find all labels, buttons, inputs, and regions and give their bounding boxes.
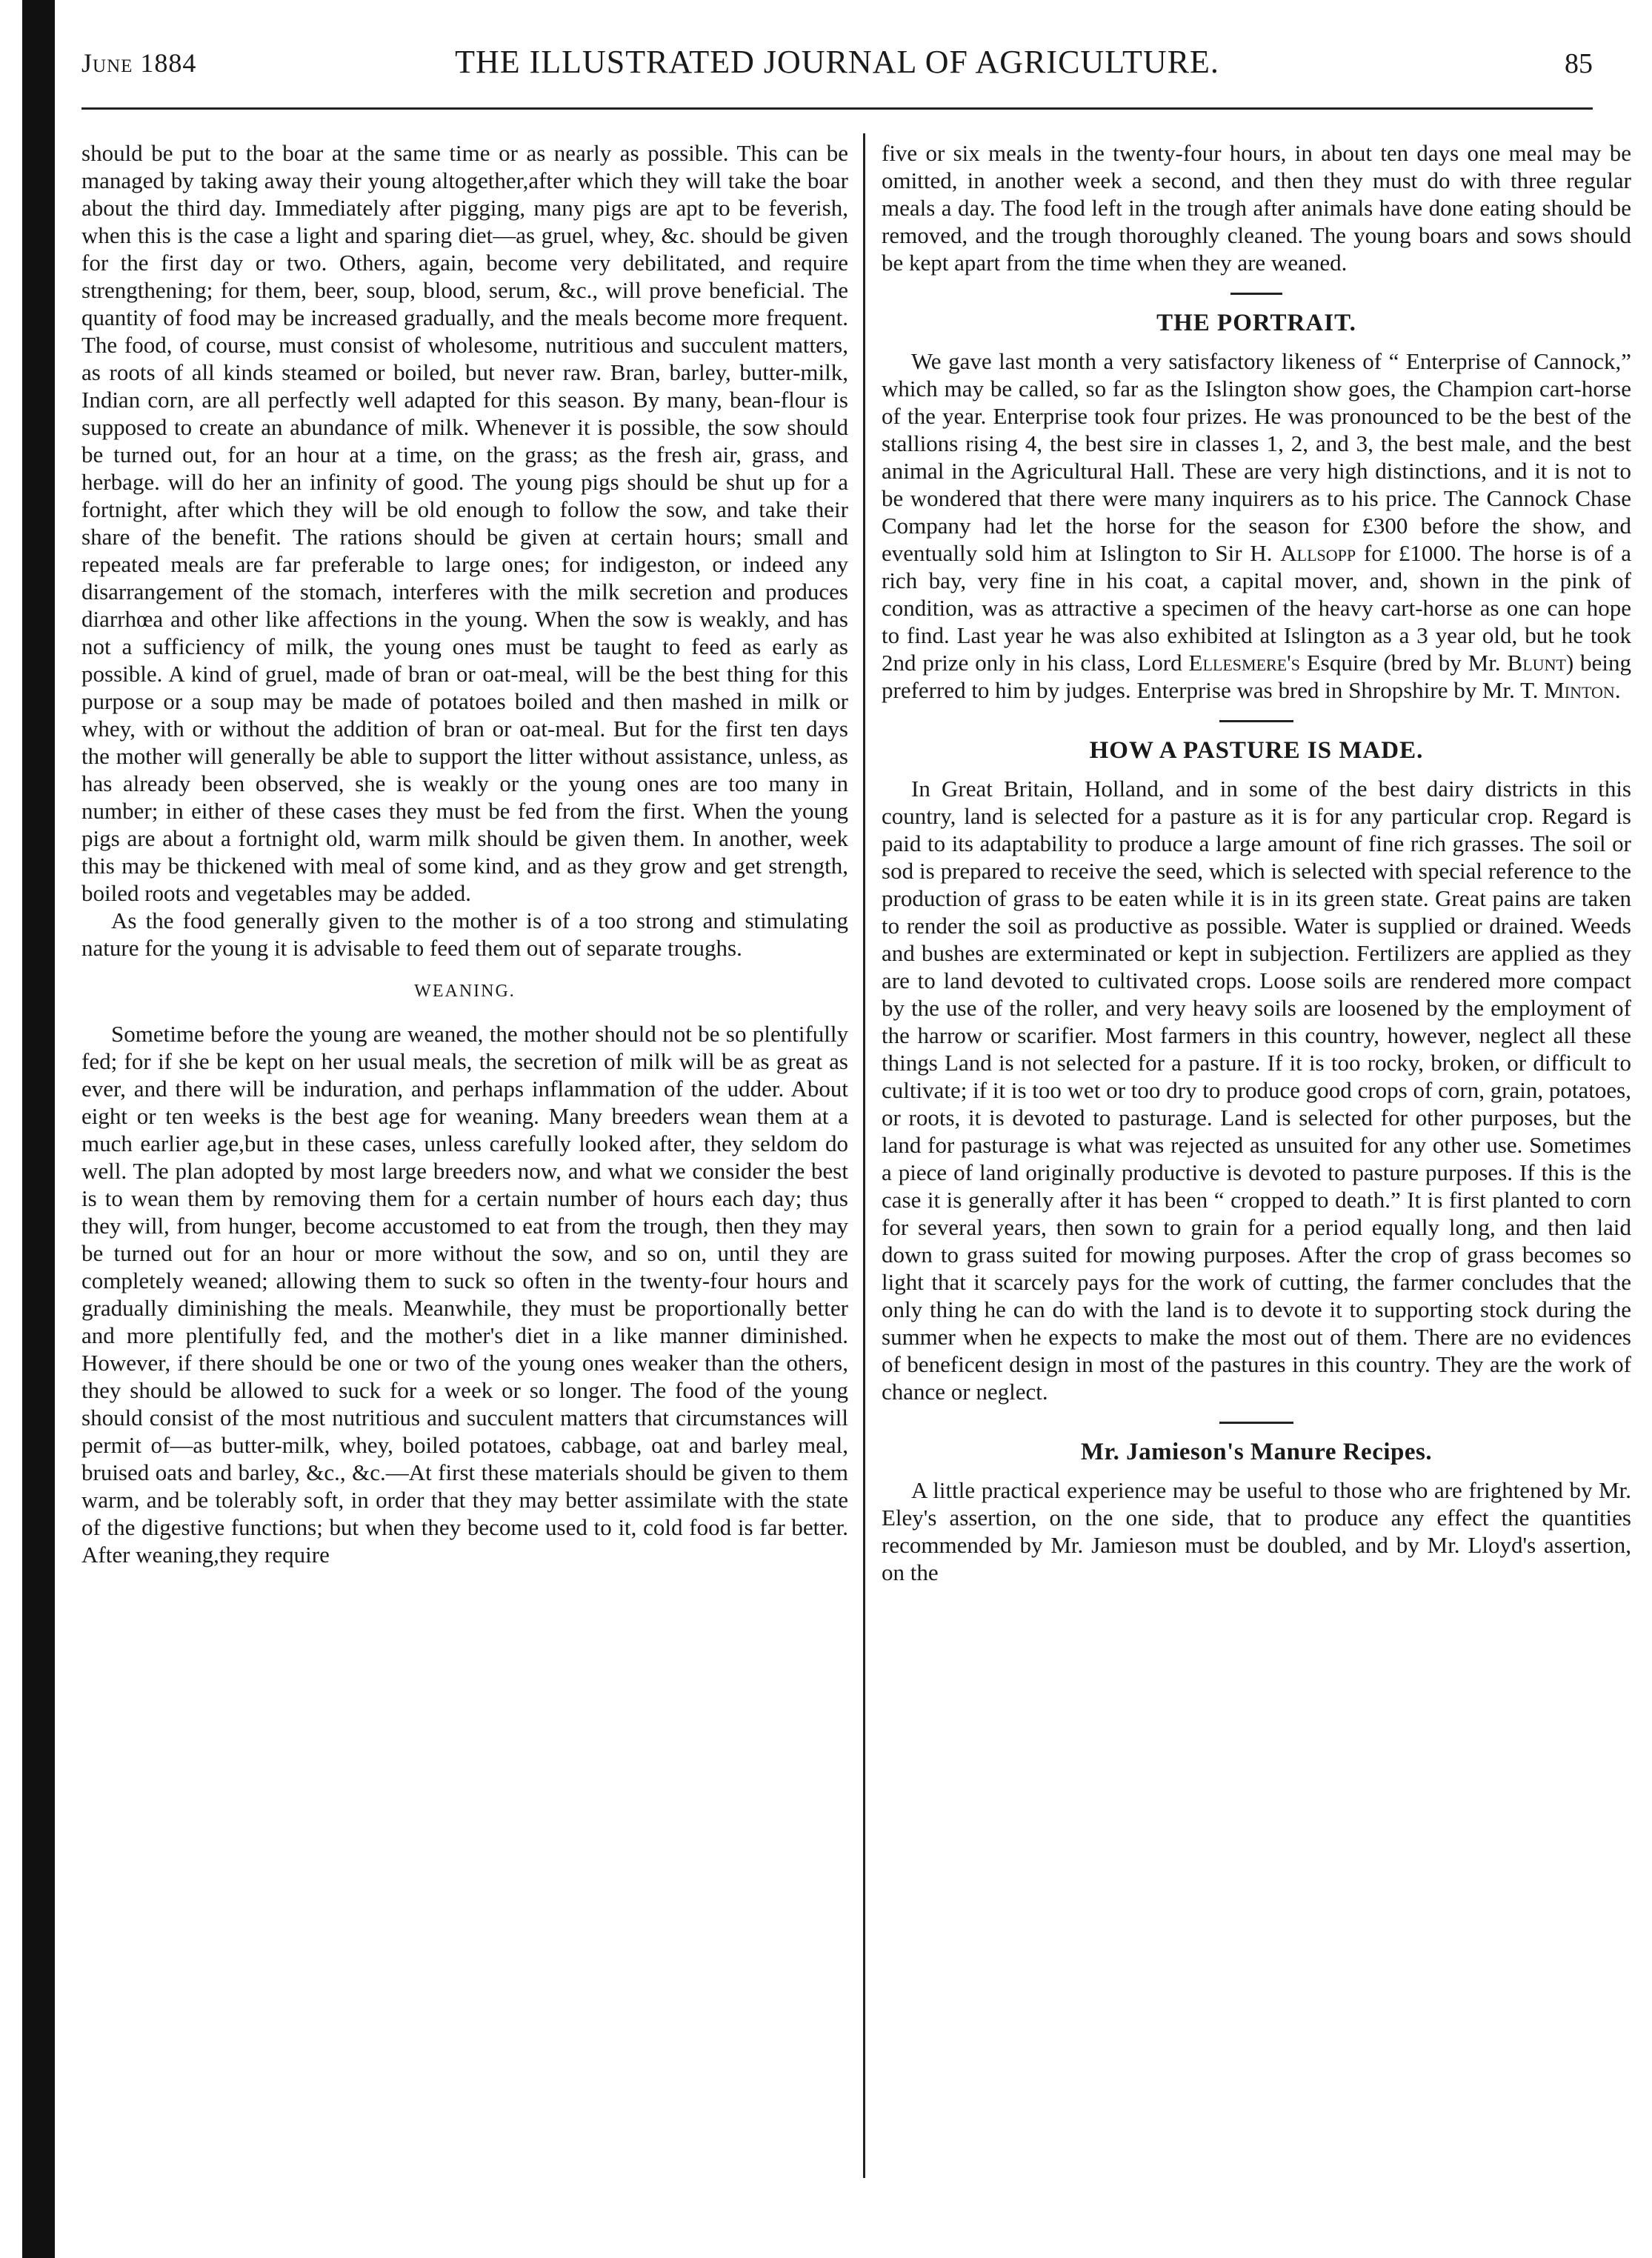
section-subheading-weaning: WEANING. — [414, 982, 516, 1001]
person-name: Blunt — [1507, 650, 1566, 676]
text-run: Esquire (bred by Mr. — [1306, 650, 1501, 676]
person-name: Minton — [1544, 677, 1615, 703]
page-number: 85 — [1565, 48, 1593, 79]
text-run: for £1000. The horse is of a rich bay, very fine in his coat, a capital mover, and, shown in the pink of condition, was as attractive a specimen of the heavy cart-horse as one can hope to find. Last year he was also exhibited at Islington as a 3 year old, but he took 2nd prize only in his class, Lord — [882, 540, 1632, 676]
text-run: ) being preferred to him by judges. Enterprise was bred in Shropshire by Mr. T. — [882, 650, 1632, 703]
section-heading-manure: Mr. Jamieson's Manure Recipes. — [1080, 1439, 1433, 1465]
body-paragraph: A little practical experience may be useful to those who are frightened by Mr. Eley's assertion, on the one side, that to produce any effect the quantities recommended by Mr. Jamieson must be doubled, and by Mr. Lloyd's assertion, on the — [882, 1477, 1631, 1585]
page-header — [81, 43, 1593, 95]
body-paragraph: As the food generally given to the mother is of a too strong and stimulating nature for the young it is advisable to feed them out of separate troughs. — [81, 907, 848, 961]
text-run: We gave last month a very satisfactory likeness of “ Enterprise of Cannock,” which may be called, so far as the Islington show goes, the Champion cart-horse of the year. Enterprise took four prizes. He was pronounced to be the best of the stallions rising 4, the best sire in classes 1, 2, and 3, the best male, and the best animal in the Agricultural Hall. These are very high distinctions, and it is not to be wondered that there were many inquirers as to his price. The Cannock Chase Company had let the horse for the season for £300 before the show, and eventually sold him at Islington to Sir H. — [882, 348, 1631, 566]
person-name: Ellesmere's — [1188, 650, 1300, 676]
section-heading-portrait: THE PORTRAIT. — [1156, 310, 1356, 336]
page-edge-bar — [22, 0, 55, 2258]
journal-title: THE ILLUSTRATED JOURNAL OF AGRICULTURE. — [455, 44, 1219, 80]
body-paragraph: five or six meals in the twenty-four hours, in about ten days one meal may be omitted, in another week a second, and then they must do with three regular meals a day. The food left in the trough after animals have done eating should be removed, and the trough thoroughly cleaned. The young boars and sows should be kept apart from the time when they are weaned. — [882, 140, 1631, 276]
section-separator — [1219, 720, 1293, 722]
body-paragraph — [882, 347, 1631, 704]
issue-date: June 1884 — [81, 48, 197, 78]
header-rule — [81, 107, 1593, 110]
section-separator — [1219, 1422, 1293, 1424]
person-name: Allsopp — [1280, 540, 1356, 566]
section-heading-pasture: HOW A PASTURE IS MADE. — [1089, 737, 1424, 764]
body-paragraph: Sometime before the young are weaned, the mother should not be so plentifully fed; for if she be kept on her usual meals, the secretion of milk will be as great as ever, and there will be induration, and perhaps inflammation of the udder. About eight or ten weeks is the best age for weaning. Many breeders wean them at a much earlier age,but in these cases, unless carefully looked after, they seldom do well. The plan adopted by most large breeders now, and what we consider the best is to wean them by removing them for a certain number of hours each day; thus they will, from hunger, become accustomed to eat from the trough, then they may be turned out for an hour or more without the sow, and so on, until they are completely weaned; allowing them to suck so often in the twenty-four hours and gradually diminishing the meals. Meanwhile, they must be proportionally better and more plentifully fed, and the mother's diet in a like manner diminished. However, if there should be one or two of the young ones weaker than the others, they should be allowed to suck for a week or so longer. The food of the young should consist of the most nutritious and succulent matters that circumstances will permit of—as butter-milk, whey, boiled potatoes, cabbage, oat and barley meal, bruised oats and barley, &c., &c.—At first these materials should be given to them warm, and be tolerably soft, in order that they may better assimilate with the state of the digestive functions; but when they become used to it, cold food is far better. After weaning,they require — [81, 1021, 848, 1568]
column-divider — [863, 133, 865, 2178]
body-paragraph: should be put to the boar at the same time or as nearly as possible. This can be managed by taking away their young altogether,after which they will take the boar about the third day. Immediately after pigging, many pigs are apt to be feverish, when this is the case a light and sparing diet—as gruel, whey, &c. should be given for the first day or two. Others, again, become very debilitated, and require strengthening; for them, beer, soup, blood, serum, &c., will prove beneficial. The quantity of food may be increased gradually, and the meals become more frequent. The food, of course, must consist of wholesome, nutritious and succulent matters, as roots of all kinds steamed or boiled, but never raw. Bran, barley, butter-milk, Indian corn, are all perfectly well adapted for this season. By many, bean-flour is supposed to create an abundance of milk. Whenever it is possible, the sow should be turned out, for an hour at a time, on the grass; as the fresh air, grass, and herbage. will do her an infinity of good. The young pigs should be shut up for a fortnight, after which they will be old enough to follow the sow, and take their share of the benefit. The rations should be given at certain hours; small and repeated meals are far preferable to large ones; for indigeston, or indeed any disarrangement of the stomach, interferes with the milk secretion and produces diarrhœa and other like affections in the young. When the sow is weakly, and has not a sufficiency of milk, the young ones must be taught to feed as early as possible. A kind of gruel, made of bran or oat-meal, will be the best thing for this purpose or a soup may be made of potatoes boiled and then mashed in milk or whey, with or without the addition of bran or oat-meal. But for the first ten days the mother will generally be able to support the litter without assistance, unless, as has already been observed, she is weakly or the young ones are too many in number; in either of these cases they must be fed from the first. When the young pigs are about a fortnight old, warm milk should be given them. In another, week this may be thickened with meal of some kind, and as they grow and get strength, boiled roots and vegetables may be added. — [81, 140, 848, 906]
right-column — [882, 139, 1631, 1586]
left-column — [81, 139, 848, 1568]
section-separator — [1230, 293, 1282, 295]
text-run: . — [1614, 677, 1621, 703]
body-paragraph: In Great Britain, Holland, and in some of the best dairy districts in this country, land is selected for a pasture as it is for any particular crop. Regard is paid to its adaptability to produce a large amount of fine rich grasses. The soil or sod is prepared to receive the seed, which is selected with special reference to the production of grass to be eaten while it is in its green state. Great pains are taken to render the soil as productive as possible. Water is supplied or drained. Weeds and bushes are exterminated or kept in subjection. Fertilizers are applied as they are to land devoted to cultivated crops. Loose soils are rendered more compact by the use of the roller, and very heavy soils are loosened by the employment of the harrow or scarifier. Most farmers in this country, however, neglect all these things Land is not selected for a pasture. If it is too rocky, broken, or difficult to cultivate; if it is too wet or too dry to produce good crops of corn, grain, potatoes, or roots, it is devoted to pasturage. Land is selected for other purposes, but the land for pasturage is what was rejected as unsuited for any other use. Sometimes a piece of land originally productive is devoted to pasture purposes. If this is the case it is generally after it has been “ cropped to death.” It is first planted to corn for several years, then sown to grain for a period equally long, and then laid down to grass suited for mowing purposes. After the crop of grass becomes so light that it scarcely pays for the work of cutting, the farmer concludes that the only thing he can do with the land is to devote it to supporting stock during the summer when he expects to make the most out of them. There are no evidences of beneficent design in most of the pastures in this country. They are the work of chance or neglect. — [882, 776, 1631, 1405]
